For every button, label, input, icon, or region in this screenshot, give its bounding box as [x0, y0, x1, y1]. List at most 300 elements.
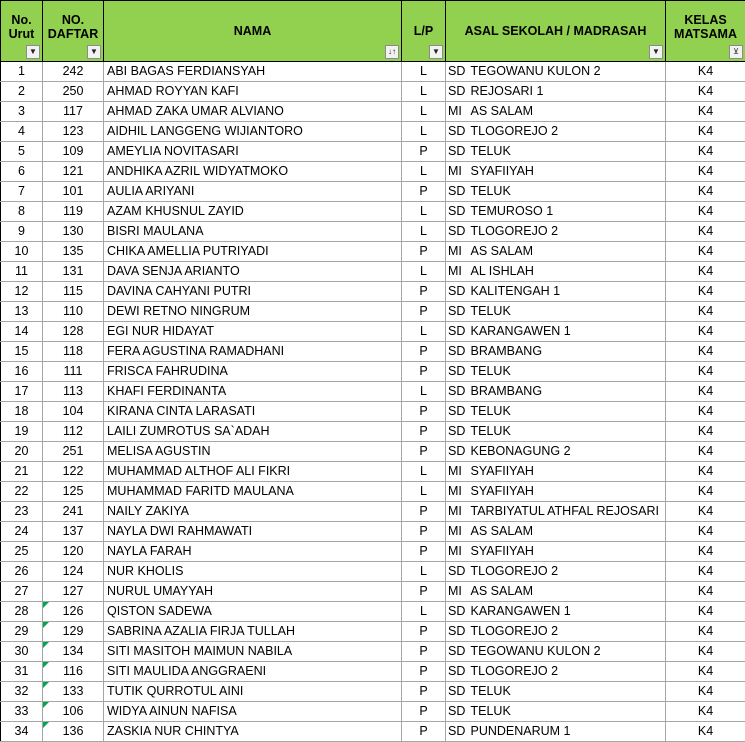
- cell-lp[interactable]: [402, 662, 446, 682]
- cell-lp-value: P: [419, 684, 427, 698]
- cell-nama-value: FERA AGUSTINA RAMADHANI: [107, 344, 284, 358]
- cell-school-type[interactable]: [446, 342, 468, 362]
- cell-school-type-value: SD: [448, 304, 465, 318]
- cell-no-urut[interactable]: [1, 642, 43, 662]
- cell-lp[interactable]: [402, 82, 446, 102]
- cell-no-urut-value: 28: [15, 604, 29, 618]
- cell-kelas[interactable]: [666, 362, 745, 382]
- cell-kelas[interactable]: [666, 202, 745, 222]
- cell-school-name-value: AS SALAM: [471, 244, 534, 258]
- cell-nama-value: AHMAD ZAKA UMAR ALVIANO: [107, 104, 284, 118]
- cell-school-type[interactable]: [446, 562, 468, 582]
- cell-no-daftar[interactable]: [43, 522, 104, 542]
- cell-nama[interactable]: [104, 202, 402, 222]
- cell-lp[interactable]: [402, 442, 446, 462]
- cell-lp-value: P: [419, 584, 427, 598]
- cell-lp[interactable]: [402, 482, 446, 502]
- cell-school-name[interactable]: [468, 722, 666, 742]
- cell-no-urut[interactable]: [1, 302, 43, 322]
- cell-nama[interactable]: [104, 602, 402, 622]
- cell-no-urut[interactable]: [1, 622, 43, 642]
- cell-lp[interactable]: [402, 562, 446, 582]
- cell-school-name[interactable]: [468, 522, 666, 542]
- cell-nama[interactable]: [104, 422, 402, 442]
- cell-school-type[interactable]: [446, 422, 468, 442]
- cell-school-type[interactable]: [446, 122, 468, 142]
- table-row: [1, 302, 745, 322]
- cell-lp[interactable]: [402, 342, 446, 362]
- cell-no-daftar[interactable]: [43, 702, 104, 722]
- cell-kelas[interactable]: [666, 262, 745, 282]
- cell-no-daftar[interactable]: [43, 462, 104, 482]
- cell-school-type[interactable]: [446, 362, 468, 382]
- cell-kelas[interactable]: [666, 242, 745, 262]
- cell-lp[interactable]: [402, 162, 446, 182]
- cell-kelas[interactable]: [666, 82, 745, 102]
- cell-no-urut[interactable]: [1, 462, 43, 482]
- cell-no-daftar[interactable]: [43, 682, 104, 702]
- cell-kelas[interactable]: [666, 182, 745, 202]
- cell-no-daftar[interactable]: [43, 602, 104, 622]
- cell-no-urut-value: 21: [15, 464, 29, 478]
- cell-school-type[interactable]: [446, 162, 468, 182]
- cell-lp[interactable]: [402, 322, 446, 342]
- cell-school-name[interactable]: [468, 82, 666, 102]
- cell-school-type[interactable]: [446, 182, 468, 202]
- cell-lp[interactable]: [402, 142, 446, 162]
- cell-no-urut[interactable]: [1, 662, 43, 682]
- cell-kelas[interactable]: [666, 422, 745, 442]
- cell-school-name[interactable]: [468, 422, 666, 442]
- filter-dropdown-icon[interactable]: ▼: [87, 45, 101, 59]
- cell-school-name[interactable]: [468, 162, 666, 182]
- cell-nama[interactable]: [104, 482, 402, 502]
- cell-school-name[interactable]: [468, 442, 666, 462]
- cell-school-type[interactable]: [446, 662, 468, 682]
- cell-school-type[interactable]: [446, 582, 468, 602]
- cell-lp[interactable]: [402, 282, 446, 302]
- cell-school-name[interactable]: [468, 582, 666, 602]
- cell-lp[interactable]: [402, 402, 446, 422]
- cell-kelas-value: K4: [698, 84, 713, 98]
- cell-no-daftar[interactable]: [43, 262, 104, 282]
- cell-school-type[interactable]: [446, 62, 468, 82]
- cell-lp[interactable]: [402, 622, 446, 642]
- cell-school-name[interactable]: [468, 282, 666, 302]
- cell-nama[interactable]: [104, 162, 402, 182]
- cell-nama[interactable]: [104, 242, 402, 262]
- cell-school-type-value: SD: [448, 344, 465, 358]
- cell-no-urut-value: 7: [18, 184, 25, 198]
- cell-no-urut[interactable]: [1, 182, 43, 202]
- cell-school-type-value: SD: [448, 84, 465, 98]
- cell-no-daftar[interactable]: [43, 642, 104, 662]
- cell-school-name[interactable]: [468, 702, 666, 722]
- cell-nama-value: NAYLA FARAH: [107, 544, 192, 558]
- cell-no-daftar[interactable]: [43, 562, 104, 582]
- cell-school-type-value: SD: [448, 284, 465, 298]
- cell-lp-value: P: [419, 344, 427, 358]
- cell-school-type[interactable]: [446, 322, 468, 342]
- cell-school-name[interactable]: [468, 402, 666, 422]
- cell-nama[interactable]: [104, 442, 402, 462]
- cell-lp[interactable]: [402, 582, 446, 602]
- cell-no-daftar[interactable]: [43, 382, 104, 402]
- cell-nama[interactable]: [104, 282, 402, 302]
- cell-kelas[interactable]: [666, 502, 745, 522]
- cell-lp[interactable]: [402, 242, 446, 262]
- cell-no-daftar[interactable]: [43, 342, 104, 362]
- filter-dropdown-icon[interactable]: ▼: [429, 45, 443, 59]
- cell-no-urut[interactable]: [1, 162, 43, 182]
- cell-lp[interactable]: [402, 202, 446, 222]
- cell-no-daftar[interactable]: [43, 222, 104, 242]
- cell-nama-value: ANDHIKA AZRIL WIDYATMOKO: [107, 164, 288, 178]
- cell-school-type[interactable]: [446, 482, 468, 502]
- cell-school-name-value: SYAFIIYAH: [471, 464, 534, 478]
- header-no-daftar-line2: DAFTAR: [43, 27, 103, 41]
- cell-nama-value: CHIKA AMELLIA PUTRIYADI: [107, 244, 269, 258]
- cell-no-daftar[interactable]: [43, 542, 104, 562]
- cell-school-type[interactable]: [446, 382, 468, 402]
- filter-active-icon[interactable]: ⊻: [729, 45, 743, 59]
- cell-lp[interactable]: [402, 362, 446, 382]
- cell-kelas[interactable]: [666, 602, 745, 622]
- cell-no-urut-value: 5: [18, 144, 25, 158]
- cell-lp-value: P: [419, 424, 427, 438]
- cell-no-urut[interactable]: [1, 262, 43, 282]
- cell-no-daftar-value: 106: [63, 704, 84, 718]
- cell-school-name[interactable]: [468, 362, 666, 382]
- cell-lp-value: P: [419, 244, 427, 258]
- cell-no-daftar[interactable]: [43, 142, 104, 162]
- cell-school-type-value: SD: [448, 704, 465, 718]
- cell-school-type[interactable]: [446, 302, 468, 322]
- cell-kelas[interactable]: [666, 62, 745, 82]
- cell-nama-value: AHMAD ROYYAN KAFI: [107, 84, 239, 98]
- cell-no-urut[interactable]: [1, 342, 43, 362]
- header-no-urut-line2: Urut: [1, 27, 42, 41]
- cell-no-urut[interactable]: [1, 62, 43, 82]
- cell-school-name[interactable]: [468, 222, 666, 242]
- cell-no-daftar[interactable]: [43, 202, 104, 222]
- cell-lp[interactable]: [402, 642, 446, 662]
- cell-no-daftar[interactable]: [43, 622, 104, 642]
- cell-kelas[interactable]: [666, 122, 745, 142]
- cell-school-name[interactable]: [468, 322, 666, 342]
- cell-school-name-value: TELUK: [471, 704, 511, 718]
- cell-lp-value: P: [419, 144, 427, 158]
- number-stored-as-text-indicator-icon: [43, 622, 49, 628]
- cell-school-name[interactable]: [468, 682, 666, 702]
- cell-lp-value: L: [420, 164, 427, 178]
- cell-no-daftar[interactable]: [43, 122, 104, 142]
- cell-lp[interactable]: [402, 602, 446, 622]
- sort-ascending-icon[interactable]: ↓↑: [385, 45, 399, 59]
- cell-kelas[interactable]: [666, 382, 745, 402]
- cell-school-name[interactable]: [468, 462, 666, 482]
- cell-school-name-value: BRAMBANG: [471, 344, 543, 358]
- cell-no-urut[interactable]: [1, 562, 43, 582]
- cell-lp[interactable]: [402, 502, 446, 522]
- cell-school-name[interactable]: [468, 202, 666, 222]
- cell-nama[interactable]: [104, 82, 402, 102]
- cell-nama[interactable]: [104, 722, 402, 742]
- cell-no-urut[interactable]: [1, 322, 43, 342]
- cell-no-daftar[interactable]: [43, 402, 104, 422]
- cell-no-urut[interactable]: [1, 522, 43, 542]
- table-row: [1, 62, 745, 82]
- cell-school-name[interactable]: [468, 502, 666, 522]
- cell-school-name-value: TELUK: [471, 364, 511, 378]
- cell-lp[interactable]: [402, 102, 446, 122]
- cell-school-name[interactable]: [468, 562, 666, 582]
- cell-school-type[interactable]: [446, 142, 468, 162]
- cell-nama[interactable]: [104, 502, 402, 522]
- cell-school-name[interactable]: [468, 182, 666, 202]
- cell-nama[interactable]: [104, 702, 402, 722]
- cell-no-daftar-value: 122: [63, 464, 84, 478]
- cell-school-name[interactable]: [468, 62, 666, 82]
- cell-kelas[interactable]: [666, 542, 745, 562]
- filter-dropdown-icon[interactable]: ▼: [26, 45, 40, 59]
- header-row: [1, 1, 745, 62]
- cell-school-name[interactable]: [468, 102, 666, 122]
- cell-nama[interactable]: [104, 322, 402, 342]
- cell-school-type[interactable]: [446, 542, 468, 562]
- cell-no-urut[interactable]: [1, 82, 43, 102]
- cell-nama[interactable]: [104, 262, 402, 282]
- cell-school-name[interactable]: [468, 382, 666, 402]
- cell-school-type[interactable]: [446, 682, 468, 702]
- cell-no-urut[interactable]: [1, 722, 43, 742]
- cell-kelas[interactable]: [666, 442, 745, 462]
- cell-nama[interactable]: [104, 662, 402, 682]
- cell-no-urut[interactable]: [1, 242, 43, 262]
- cell-nama[interactable]: [104, 182, 402, 202]
- cell-lp[interactable]: [402, 182, 446, 202]
- cell-no-urut-value: 11: [15, 264, 28, 278]
- cell-nama-value: NAILY ZAKIYA: [107, 504, 189, 518]
- cell-kelas[interactable]: [666, 662, 745, 682]
- cell-no-daftar[interactable]: [43, 582, 104, 602]
- cell-no-urut[interactable]: [1, 422, 43, 442]
- cell-kelas[interactable]: [666, 582, 745, 602]
- cell-kelas-value: K4: [698, 344, 713, 358]
- filter-dropdown-icon[interactable]: ▼: [649, 45, 663, 59]
- cell-no-urut[interactable]: [1, 542, 43, 562]
- cell-nama[interactable]: [104, 522, 402, 542]
- cell-nama[interactable]: [104, 682, 402, 702]
- cell-nama[interactable]: [104, 382, 402, 402]
- cell-nama[interactable]: [104, 402, 402, 422]
- cell-nama[interactable]: [104, 542, 402, 562]
- cell-no-urut[interactable]: [1, 282, 43, 302]
- cell-school-type-value: SD: [448, 224, 465, 238]
- cell-kelas-value: K4: [698, 184, 713, 198]
- cell-no-daftar[interactable]: [43, 662, 104, 682]
- cell-nama[interactable]: [104, 342, 402, 362]
- cell-nama[interactable]: [104, 362, 402, 382]
- cell-lp[interactable]: [402, 262, 446, 282]
- cell-kelas-value: K4: [698, 144, 713, 158]
- cell-nama[interactable]: [104, 122, 402, 142]
- cell-nama[interactable]: [104, 102, 402, 122]
- cell-nama[interactable]: [104, 142, 402, 162]
- cell-no-urut[interactable]: [1, 502, 43, 522]
- cell-lp-value: P: [419, 664, 427, 678]
- cell-kelas[interactable]: [666, 622, 745, 642]
- cell-lp[interactable]: [402, 62, 446, 82]
- cell-school-type[interactable]: [446, 82, 468, 102]
- cell-lp[interactable]: [402, 122, 446, 142]
- cell-school-name[interactable]: [468, 242, 666, 262]
- cell-kelas[interactable]: [666, 682, 745, 702]
- cell-school-name[interactable]: [468, 302, 666, 322]
- cell-lp[interactable]: [402, 722, 446, 742]
- cell-kelas[interactable]: [666, 702, 745, 722]
- cell-nama[interactable]: [104, 302, 402, 322]
- cell-kelas[interactable]: [666, 282, 745, 302]
- cell-kelas[interactable]: [666, 302, 745, 322]
- cell-nama[interactable]: [104, 222, 402, 242]
- cell-nama[interactable]: [104, 642, 402, 662]
- cell-school-name[interactable]: [468, 662, 666, 682]
- cell-school-type[interactable]: [446, 702, 468, 722]
- cell-school-name[interactable]: [468, 122, 666, 142]
- cell-kelas[interactable]: [666, 462, 745, 482]
- table-row: [1, 722, 745, 742]
- cell-kelas[interactable]: [666, 522, 745, 542]
- cell-no-daftar[interactable]: [43, 362, 104, 382]
- cell-no-urut[interactable]: [1, 482, 43, 502]
- cell-no-daftar[interactable]: [43, 302, 104, 322]
- cell-lp[interactable]: [402, 222, 446, 242]
- cell-no-urut[interactable]: [1, 122, 43, 142]
- cell-no-urut[interactable]: [1, 202, 43, 222]
- cell-nama[interactable]: [104, 62, 402, 82]
- cell-kelas[interactable]: [666, 722, 745, 742]
- cell-lp[interactable]: [402, 302, 446, 322]
- cell-school-type[interactable]: [446, 502, 468, 522]
- cell-kelas[interactable]: [666, 482, 745, 502]
- cell-kelas[interactable]: [666, 102, 745, 122]
- cell-school-type[interactable]: [446, 722, 468, 742]
- cell-school-type-value: MI: [448, 464, 462, 478]
- table-row: [1, 602, 745, 622]
- cell-no-daftar[interactable]: [43, 62, 104, 82]
- cell-no-daftar[interactable]: [43, 722, 104, 742]
- cell-school-type-value: SD: [448, 144, 465, 158]
- cell-no-urut[interactable]: [1, 702, 43, 722]
- cell-no-daftar[interactable]: [43, 242, 104, 262]
- cell-school-type[interactable]: [446, 462, 468, 482]
- cell-no-urut[interactable]: [1, 362, 43, 382]
- cell-no-daftar-value: 251: [63, 444, 84, 458]
- cell-school-type[interactable]: [446, 102, 468, 122]
- cell-school-name[interactable]: [468, 342, 666, 362]
- cell-no-urut[interactable]: [1, 602, 43, 622]
- cell-no-daftar[interactable]: [43, 442, 104, 462]
- cell-no-daftar[interactable]: [43, 282, 104, 302]
- cell-school-type[interactable]: [446, 282, 468, 302]
- cell-lp[interactable]: [402, 522, 446, 542]
- cell-school-type[interactable]: [446, 622, 468, 642]
- cell-kelas[interactable]: [666, 322, 745, 342]
- cell-school-type[interactable]: [446, 402, 468, 422]
- cell-no-daftar[interactable]: [43, 182, 104, 202]
- cell-kelas[interactable]: [666, 342, 745, 362]
- cell-no-daftar[interactable]: [43, 162, 104, 182]
- cell-kelas[interactable]: [666, 562, 745, 582]
- cell-no-daftar-value: 111: [63, 364, 82, 378]
- cell-nama[interactable]: [104, 462, 402, 482]
- cell-school-name[interactable]: [468, 542, 666, 562]
- cell-nama[interactable]: [104, 622, 402, 642]
- header-asal-sekolah: [446, 1, 666, 62]
- cell-school-name[interactable]: [468, 142, 666, 162]
- cell-school-type[interactable]: [446, 642, 468, 662]
- cell-nama[interactable]: [104, 582, 402, 602]
- cell-nama[interactable]: [104, 562, 402, 582]
- cell-no-urut[interactable]: [1, 682, 43, 702]
- cell-school-type[interactable]: [446, 242, 468, 262]
- cell-nama-value: MELISA AGUSTIN: [107, 444, 211, 458]
- cell-no-daftar[interactable]: [43, 322, 104, 342]
- cell-school-type[interactable]: [446, 222, 468, 242]
- cell-school-name[interactable]: [468, 642, 666, 662]
- cell-no-daftar[interactable]: [43, 82, 104, 102]
- cell-no-daftar[interactable]: [43, 482, 104, 502]
- cell-no-urut[interactable]: [1, 442, 43, 462]
- cell-school-type[interactable]: [446, 202, 468, 222]
- cell-school-name-value: TARBIYATUL ATHFAL REJOSARI: [471, 504, 659, 518]
- cell-school-name[interactable]: [468, 602, 666, 622]
- cell-school-type[interactable]: [446, 602, 468, 622]
- cell-school-type[interactable]: [446, 522, 468, 542]
- cell-lp[interactable]: [402, 682, 446, 702]
- cell-no-urut[interactable]: [1, 222, 43, 242]
- cell-school-name-value: AS SALAM: [471, 104, 534, 118]
- cell-lp[interactable]: [402, 542, 446, 562]
- cell-no-urut[interactable]: [1, 402, 43, 422]
- cell-school-type[interactable]: [446, 262, 468, 282]
- cell-no-urut[interactable]: [1, 582, 43, 602]
- cell-lp[interactable]: [402, 462, 446, 482]
- cell-lp[interactable]: [402, 422, 446, 442]
- cell-school-name[interactable]: [468, 622, 666, 642]
- cell-school-name[interactable]: [468, 482, 666, 502]
- cell-no-daftar[interactable]: [43, 502, 104, 522]
- cell-lp[interactable]: [402, 702, 446, 722]
- cell-school-name[interactable]: [468, 262, 666, 282]
- cell-no-daftar[interactable]: [43, 422, 104, 442]
- cell-kelas[interactable]: [666, 142, 745, 162]
- cell-kelas[interactable]: [666, 222, 745, 242]
- cell-kelas[interactable]: [666, 162, 745, 182]
- cell-kelas[interactable]: [666, 402, 745, 422]
- cell-kelas[interactable]: [666, 642, 745, 662]
- cell-no-daftar-value: 123: [63, 124, 84, 138]
- cell-no-daftar-value: 115: [63, 284, 83, 298]
- cell-nama-value: QISTON SADEWA: [107, 604, 212, 618]
- cell-no-daftar[interactable]: [43, 102, 104, 122]
- cell-school-type[interactable]: [446, 442, 468, 462]
- cell-no-urut[interactable]: [1, 382, 43, 402]
- cell-lp[interactable]: [402, 382, 446, 402]
- cell-no-urut[interactable]: [1, 142, 43, 162]
- cell-no-urut[interactable]: [1, 102, 43, 122]
